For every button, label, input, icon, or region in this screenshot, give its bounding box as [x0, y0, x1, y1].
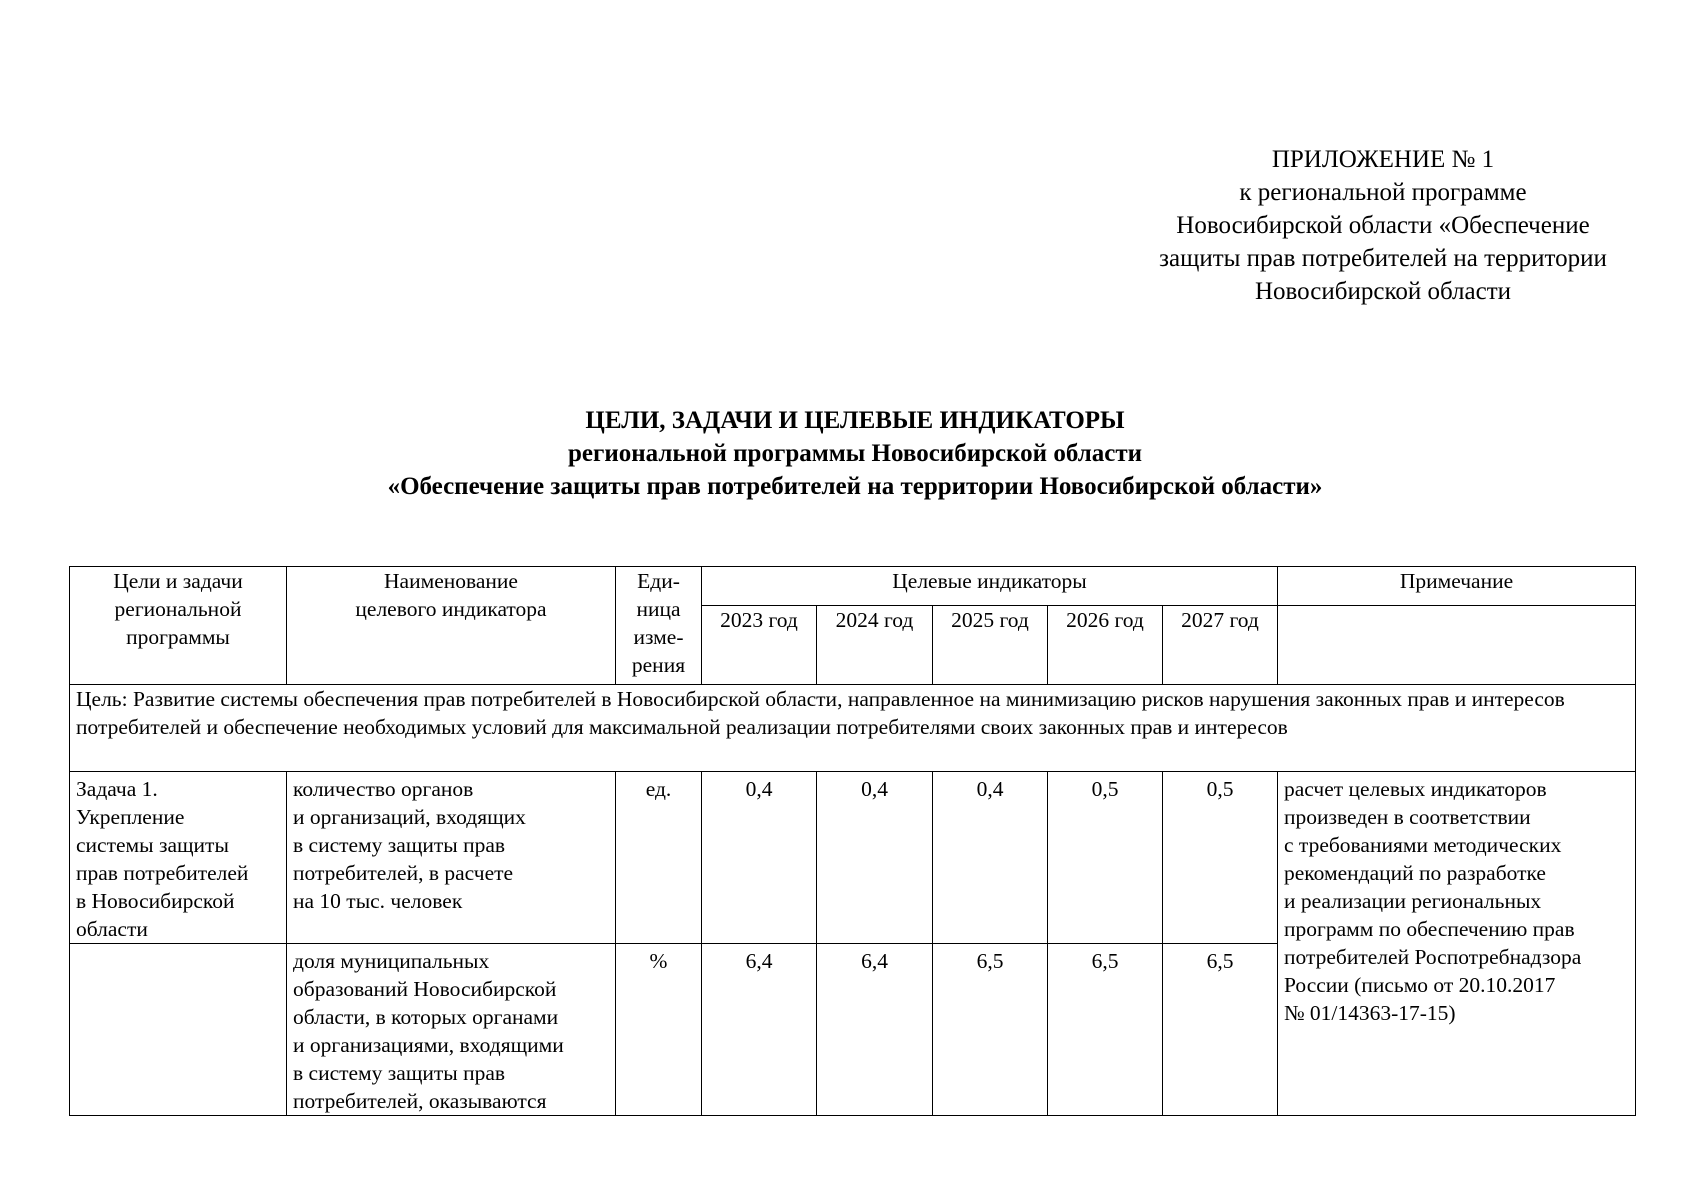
appendix-header [1128, 143, 1638, 308]
title-line-1: ЦЕЛИ, ЗАДАЧИ И ЦЕЛЕВЫЕ ИНДИКАТОРЫ [585, 407, 1125, 434]
goal-row: Цель: Развитие системы обеспечения прав потребителей в Новосибирской области, направленное на минимизацию рисков нарушения законных прав и интересов потребителей и обеспечение необходимых условий для максимальной реализации потребителями своих законных прав и интересов [70, 685, 1636, 772]
header-target-indicators: Целевые индикаторы [702, 567, 1278, 606]
document-title [0, 404, 1698, 503]
indicators-table [69, 566, 1636, 1116]
task-cell: Задача 1. Укрепление системы защиты прав потребителей в Новосибирской области [70, 772, 287, 944]
header-year-2027: 2027 год [1163, 606, 1278, 685]
value-2027: 0,5 [1163, 772, 1278, 944]
header-unit: Еди- ница изме- рения [616, 567, 702, 685]
value-2023: 6,4 [702, 944, 817, 1116]
appendix-line: Новосибирской области «Обеспечение [1176, 212, 1590, 239]
unit-cell: % [616, 944, 702, 1116]
header-note-empty [1278, 606, 1636, 685]
value-2026: 0,5 [1048, 772, 1163, 944]
value-2023: 0,4 [702, 772, 817, 944]
unit-cell: ед. [616, 772, 702, 944]
title-line-3: «Обеспечение защиты прав потребителей на территории Новосибирской области» [387, 473, 1323, 500]
task-cell [70, 944, 287, 1116]
header-note: Примечание [1278, 567, 1636, 606]
value-2025: 0,4 [933, 772, 1048, 944]
header-year-2023: 2023 год [702, 606, 817, 685]
note-cell: расчет целевых индикаторов произведен в соответствии с требованиями методических рекомендаций по разработке и реализации региональных программ по обеспечению прав потребителей Роспотребнадзора России (письмо от 20.10.2017 № 01/14363-17-15) [1278, 772, 1636, 1116]
appendix-line: Новосибирской области [1254, 278, 1512, 305]
value-2024: 0,4 [817, 772, 933, 944]
appendix-line: защиты прав потребителей на территории [1159, 245, 1607, 272]
indicator-name-cell: количество органов и организаций, входящих в систему защиты прав потребителей, в расчете на 10 тыс. человек [287, 772, 616, 944]
appendix-line: к региональной программе [1239, 179, 1527, 206]
header-year-2026: 2026 год [1048, 606, 1163, 685]
header-year-2025: 2025 год [933, 606, 1048, 685]
table-row [70, 772, 1636, 944]
value-2026: 6,5 [1048, 944, 1163, 1116]
value-2024: 6,4 [817, 944, 933, 1116]
header-goals-tasks: Цели и задачи региональной программы [70, 567, 287, 685]
title-line-2: региональной программы Новосибирской области [567, 440, 1143, 467]
header-year-2024: 2024 год [817, 606, 933, 685]
indicator-name-cell: доля муниципальных образований Новосибирской области, в которых органами и организациями, входящими в систему защиты прав потребителей, оказываются [287, 944, 616, 1116]
value-2027: 6,5 [1163, 944, 1278, 1116]
value-2025: 6,5 [933, 944, 1048, 1116]
appendix-line: ПРИЛОЖЕНИЕ № 1 [1271, 146, 1495, 173]
header-indicator-name: Наименование целевого индикатора [287, 567, 616, 685]
